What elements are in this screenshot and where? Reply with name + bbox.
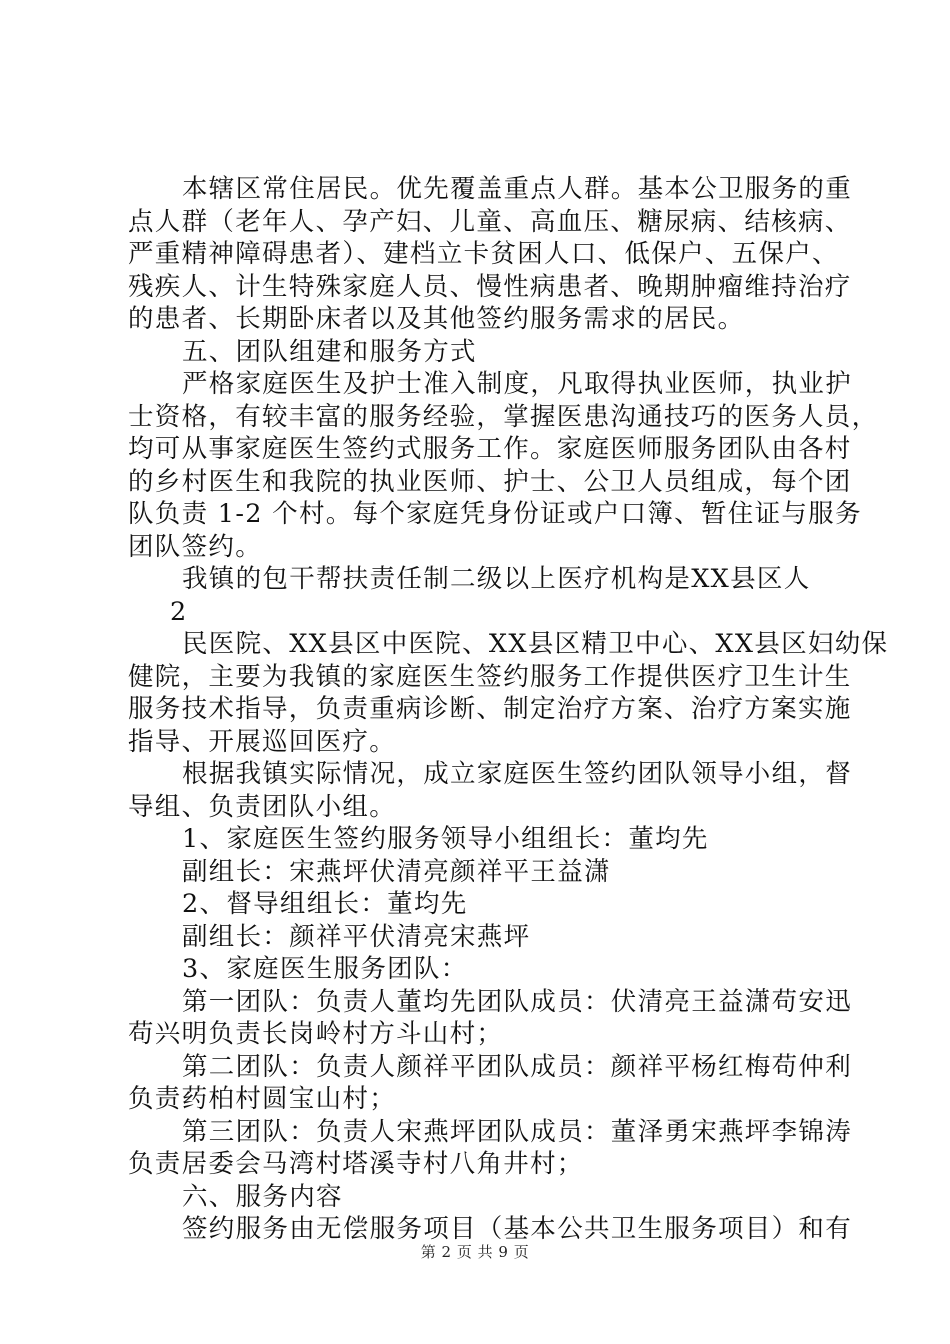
text-line: 的乡村医生和我院的执业医师、护士、公卫人员组成，每个团 [128, 466, 852, 497]
text-line: 五、团队组建和服务方式 [182, 336, 477, 367]
text-line: 导组、负责团队小组。 [128, 791, 397, 822]
text-line: 点人群（老年人、孕产妇、儿童、高血压、糖尿病、结核病、 [128, 206, 852, 237]
text-line: 苟兴明负责长岗岭村方斗山村； [128, 1019, 504, 1049]
text-line: 本辖区常住居民。优先覆盖重点人群。基本公卫服务的重 [182, 174, 853, 204]
text-line: 严格家庭医生及护士准入制度，凡取得执业医师，执业护 [182, 369, 853, 399]
body-text [128, 173, 889, 1246]
text-line: 副组长：宋燕坪伏清亮颜祥平王益潇 [182, 856, 611, 887]
text-line: 签约服务由无偿服务项目（基本公共卫生服务项目）和有 [182, 1214, 853, 1244]
text-line: 健院，主要为我镇的家庭医生签约服务工作提供医疗卫生计生 [128, 661, 852, 692]
text-line: 第二团队：负责人颜祥平团队成员：颜祥平杨红梅苟仲利 [182, 1051, 853, 1082]
text-line: 副组长：颜祥平伏清亮宋燕坪 [182, 921, 531, 952]
page-footer: 第 2 页 共 9 页 [420, 1243, 530, 1261]
text-line: 第一团队：负责人董均先团队成员：伏清亮王益潇苟安迅 [182, 986, 853, 1017]
text-line: 残疾人、计生特殊家庭人员、慢性病患者、晚期肿瘤维持治疗 [128, 271, 852, 302]
inline-page-number: 2 [170, 596, 188, 627]
text-line: 2、督导组组长：董均先 [182, 889, 468, 919]
text-line: 严重精神障碍患者）、建档立卡贫困人口、低保户、五保户、 [128, 239, 839, 269]
text-line: 负责药柏村圆宝山村； [128, 1084, 397, 1114]
text-line: 均可从事家庭医生签约式服务工作。家庭医师服务团队由各村 [128, 434, 852, 464]
text-line: 根据我镇实际情况，成立家庭医生签约团队领导小组，督 [182, 759, 853, 789]
text-line: 我镇的包干帮扶责任制二级以上医疗机构是XX县区人 [182, 564, 811, 594]
text-line: 的患者、长期卧床者以及其他签约服务需求的居民。 [128, 304, 745, 334]
text-line: 负责居委会马湾村塔溪寺村八角井村； [128, 1149, 584, 1179]
text-line: 团队签约。 [128, 531, 263, 562]
text-line: 3、家庭医生服务团队： [182, 954, 468, 984]
text-line: 民医院、XX县区中医院、XX县区精卫中心、XX县区妇幼保 [182, 629, 889, 659]
text-line: 指导、开展巡回医疗。 [128, 726, 397, 757]
text-line: 1、家庭医生签约服务领导小组组长：董均先 [182, 824, 709, 854]
text-line: 士资格，有较丰富的服务经验，掌握医患沟通技巧的医务人员， [128, 401, 879, 432]
text-line: 六、服务内容 [182, 1181, 343, 1212]
text-line: 服务技术指导，负责重病诊断、制定治疗方案、治疗方案实施 [128, 694, 852, 724]
text-line: 队负责 1-2 个村。每个家庭凭身份证或户口簿、暂住证与服务 [128, 499, 862, 529]
text-line: 第三团队：负责人宋燕坪团队成员：董泽勇宋燕坪李锦涛 [182, 1116, 853, 1147]
